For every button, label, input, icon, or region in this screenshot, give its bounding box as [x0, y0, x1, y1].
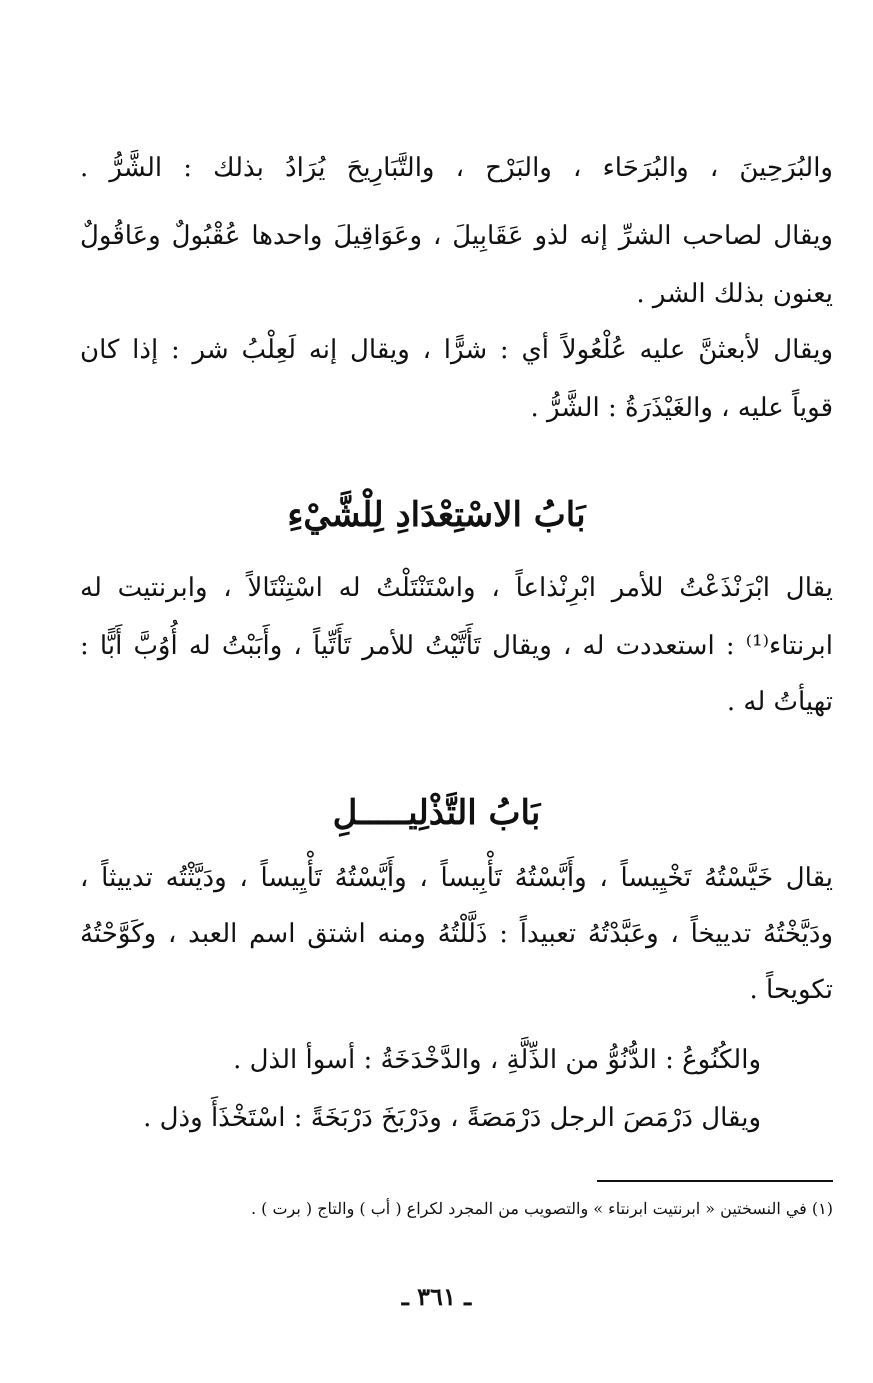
section-heading: بَابُ التَّذْلِيـــــلِ — [332, 793, 541, 833]
text-line: والبُرَحِينَ ، والبُرَحَاء ، والبَرْح ، والتَّبَارِيحَ يُرَادُ بذلك : الشَّرُّ . — [80, 153, 833, 183]
text-line: ودَيَّخْتُهُ تدييخاً ، وعَبَّدْتُهُ تعبيداً : ذَلَّلْتُهُ ومنه اشتق اسم العبد ، وكَوَّحْتُهُ — [80, 919, 833, 949]
text-line: ابرنتاء⁽¹⁾ : استعددت له ، ويقال تَأَتَّيْتُ للأمر تَأَتِّياً ، وأَبَبْتُ له أُوُبَّ أَبًّا : — [80, 631, 833, 661]
text-line: والكُنُوعُ : الدُّنُوُّ من الذِّلَّةِ ، والدَّخْدَخَةُ : أسوأ الذل . — [233, 1045, 761, 1075]
text-line: ويقال دَرْمَصَ الرجل دَرْمَصَةً ، ودَرْبَخَ دَرْبَخَةً : اسْتَخْذَأَ وذل . — [143, 1103, 761, 1133]
text-line: يقال خَيَّسْتُهُ تَخْيِيساً ، وأَبَّسْتُهُ تَأْبِيساً ، وأَيَّسْتُهُ تَأْيِيساً ، ودَيَّثْتُه تدييثاً ، — [80, 863, 833, 893]
section-heading: بَابُ الاسْتِعْدَادِ لِلْشَّيْءِ — [287, 495, 586, 535]
text-line: ويقال لأبعثنَّ عليه عُلْعُولاً أي : شرًّا ، ويقال إنه لَعِلْبُ شر : إذا كان — [80, 335, 833, 365]
text-line: ويقال لصاحب الشرِّ إنه لذو عَقَابِيلَ ، وعَوَاقِيلَ واحدها عُقْبُولٌ وعَاقُولٌ — [80, 221, 833, 251]
footnote: (١) في النسختين « ابرنتيت ابرنتاء » والتصويب من المجرد لكراع ( أب ) والتاج ( برت ) . — [250, 1199, 833, 1218]
text-line: تكويحاً . — [749, 975, 833, 1005]
page-number: ـ ٣٦١ ـ — [401, 1282, 472, 1311]
text-line: قوياً عليه ، والغَيْذَرَةُ : الشَّرُّ . — [530, 393, 833, 423]
text-line: يعنون بذلك الشر . — [636, 279, 833, 309]
footnote-divider — [597, 1180, 833, 1182]
text-line: تهيأتُ له . — [726, 687, 833, 717]
text-line: يقال ابْرَنْذَعْتُ للأمر ابْرِنْذاعاً ، واسْتَنْتَلْتُ له اسْتِنْتَالاً ، وابرنتيت له — [80, 573, 833, 603]
